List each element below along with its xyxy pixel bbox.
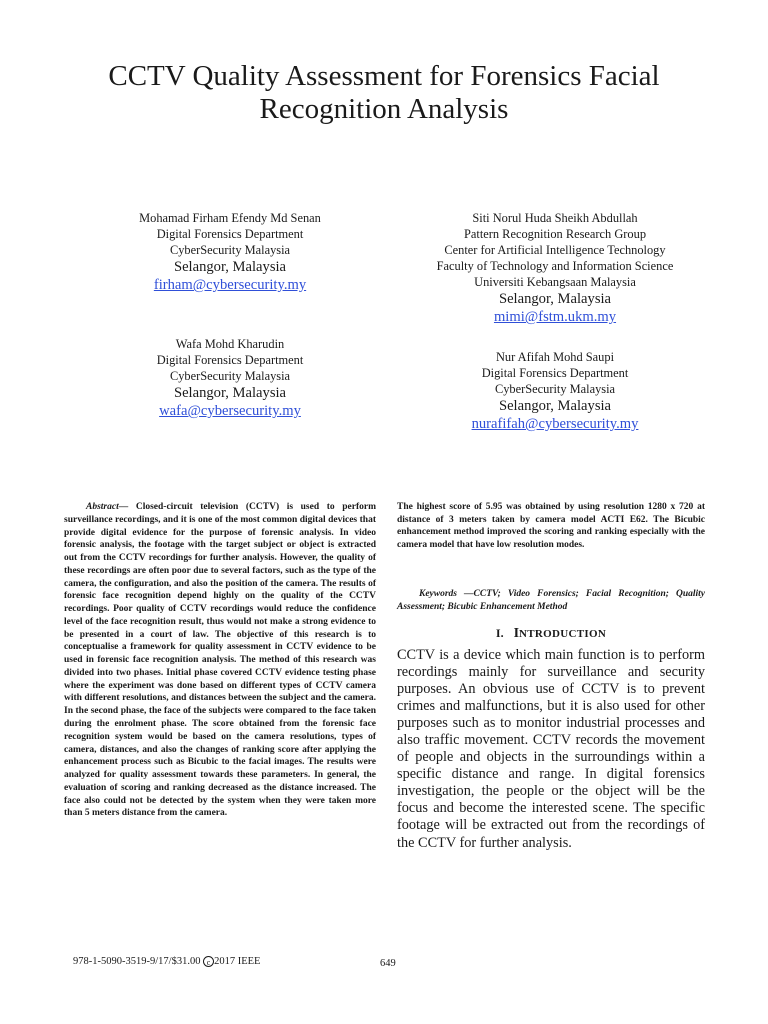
keywords-text: —CCTV; Video Forensics; Facial Recognition; Quality Assessment; Bicubic Enhancement Method [397, 589, 705, 612]
paper-title-line: Recognition Analysis [259, 93, 509, 125]
author-location: Selangor, Malaysia [498, 398, 612, 414]
abstract-continuation: The highest score of 5.95 was obtained by using resolution 1280 x 720 at distance of 3 meters taken by camera model ACTI E62. The Bicubic enhancement method improved the scoring and ranking especially with the camera model that have low resolution modes. [397, 502, 705, 551]
author-affiliation: Digital Forensics Department [156, 353, 304, 367]
author-block [100, 210, 360, 294]
section-title-initial: I [513, 626, 520, 641]
author-name: Mohamad Firham Efendy Md Senan [139, 211, 321, 225]
author-affiliation: Digital Forensics Department [156, 227, 304, 241]
author-affiliation: CyberSecurity Malaysia [494, 382, 616, 396]
keywords [397, 588, 705, 613]
copyright-icon: c [203, 956, 214, 967]
abstract-label: Abstract [86, 502, 119, 512]
footer-isbn [73, 955, 260, 969]
author-block [100, 336, 360, 420]
page-number: 649 [380, 958, 396, 969]
author-location: Selangor, Malaysia [498, 291, 612, 307]
author-block [400, 349, 710, 433]
author-email-link[interactable]: firham@cybersecurity.my [153, 277, 307, 293]
author-location: Selangor, Malaysia [173, 385, 287, 401]
author-name: Nur Afifah Mohd Saupi [495, 350, 615, 364]
author-name: Siti Norul Huda Sheikh Abdullah [472, 211, 638, 225]
author-affiliation: Universiti Kebangsaan Malaysia [474, 275, 636, 289]
isbn-text: 978-1-5090-3519-9/17/$31.00 [73, 956, 204, 967]
author-email-link[interactable]: mimi@fstm.ukm.my [493, 309, 617, 325]
paper-title-line: CCTV Quality Assessment for Forensics Facial [108, 60, 660, 92]
paper-title [60, 60, 708, 126]
author-name: Wafa Mohd Kharudin [175, 337, 285, 351]
author-affiliation: Digital Forensics Department [481, 366, 629, 380]
copyright-text: 2017 IEEE [214, 956, 261, 967]
author-affiliation: Center for Artificial Intelligence Technology [444, 243, 666, 257]
section-body: CCTV is a device which main function is to perform recordings mainly for surveillance and security purposes. An obvious use of CCTV is to prevent crimes and malfunctions, but it is also used for other purposes such as to monitor industrial processes and also traffic movement. CCTV records the movement of people and objects in the surroundings within a specific distance and range. In digital forensics investigation, the people or the object will be the focus and become the interested scene. The specific footage will be extracted out from the recordings of the CCTV for further analysis. [397, 647, 705, 851]
section-number: I. [495, 626, 504, 640]
author-location: Selangor, Malaysia [173, 259, 287, 275]
abstract-text: Closed-circuit television (CCTV) is used to perform surveillance recordings, and it is one of the most common digital devices that provide digital evidence for the purpose of forensic analysis. In video forensic analysis, the footage with the target subject or object is extracted out from the CCTV recordings for further analysis. However, the quality of these recordings are often poor due to several factors, such as the type of the camera, the configuration, and also the position of the camera. The results of forensic face recognition depend highly on the quality of the CCTV recordings. Poor quality of CCTV recordings would reduce the confidence level of the face recognition result, thus would not make a strong evidence to be presented in a court of law. The objective of this research is to conceptualise a framework for quality assessment in CCTV evidence to be used in forensic face recognition analysis. The method of this research was divided into two phases. Initial phase covered CCTV evidence testing phase where the experiment was done based on different types of CCTV camera with different resolutions, and distances between the subject and the camera. In the second phase, the face of the subjects were compared to the face taken during the enrolment phase. The score obtained from the forensic face recognition system would be based on the camera resolutions, types of camera, distances, and also the changes of ranking score after applying the enhancement process such as Bicubic to the facial images. The results were analyzed for quality assessment towards these parameters. In general, the evaluation of scoring and ranking decreased as the distance increased. The face also could not be detected by the system when they were taken more than 5 meters distance from the camera. [64, 502, 377, 819]
author-affiliation: CyberSecurity Malaysia [169, 369, 291, 383]
author-email-link[interactable]: wafa@cybersecurity.my [159, 403, 301, 419]
section-heading [397, 625, 705, 642]
author-affiliation: CyberSecurity Malaysia [169, 243, 291, 257]
author-affiliation: Pattern Recognition Research Group [463, 227, 647, 241]
author-affiliation: Faculty of Technology and Information Science [436, 259, 674, 273]
abstract [64, 501, 376, 820]
author-block [400, 210, 710, 326]
abstract-dash: — [118, 502, 136, 512]
keywords-label: Keywords [419, 589, 457, 599]
author-email-link[interactable]: nurafifah@cybersecurity.my [471, 416, 639, 432]
section-title-rest: NTRODUCTION [519, 628, 607, 640]
